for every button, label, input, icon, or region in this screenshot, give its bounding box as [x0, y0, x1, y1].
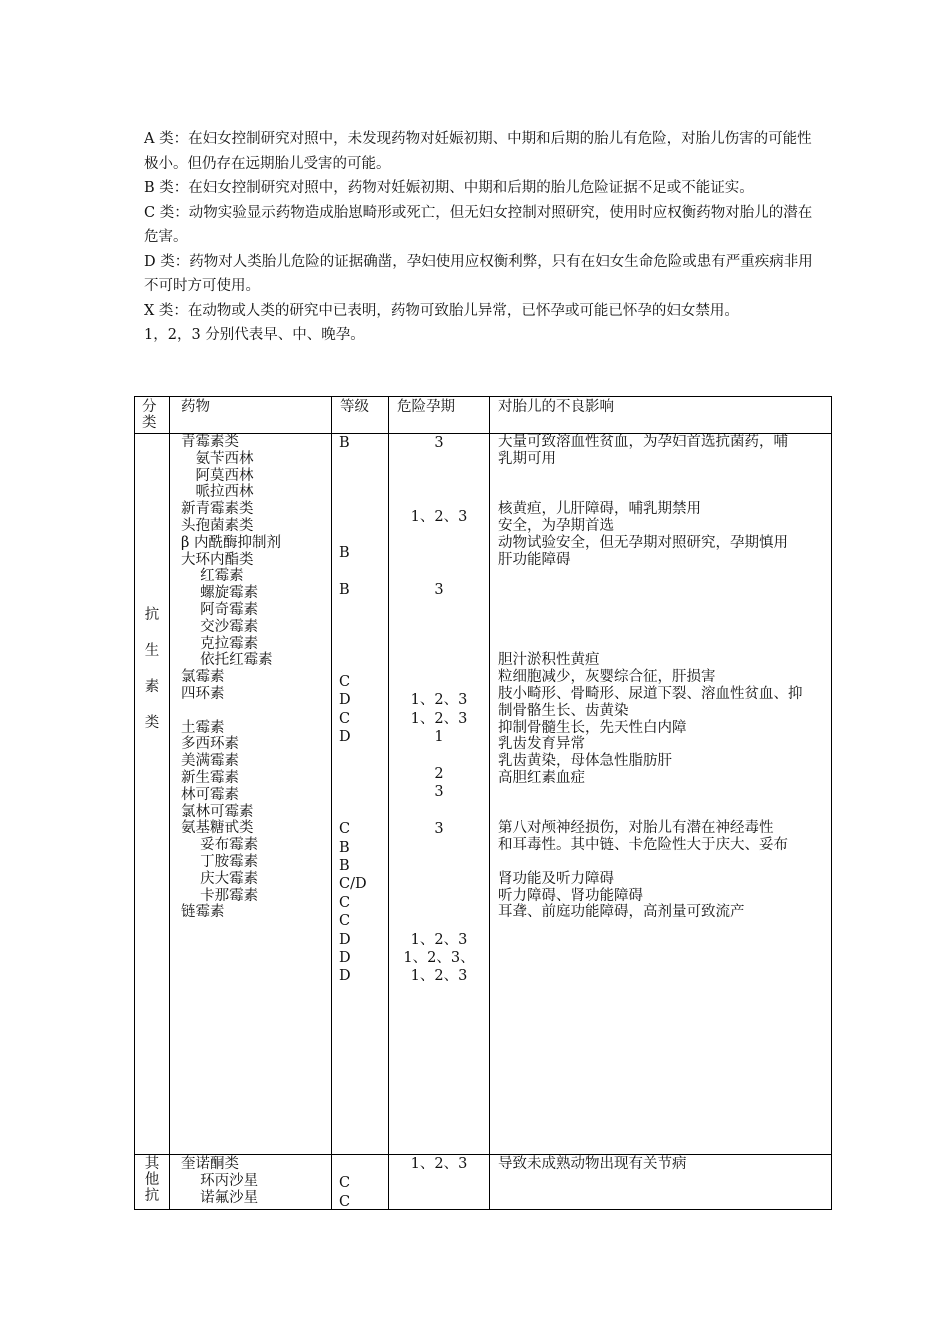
drug-name: 美满霉素	[181, 753, 239, 770]
period-value	[389, 618, 489, 636]
grade-value	[339, 600, 367, 618]
grade-value: B	[339, 435, 350, 451]
header-grade: 等级	[340, 399, 369, 415]
grade-value: D	[339, 949, 351, 966]
period-value	[389, 563, 489, 581]
effect-text	[498, 619, 803, 636]
period-value	[389, 875, 489, 893]
drug-name: 螺旋霉素	[181, 585, 259, 602]
grade-value	[339, 618, 367, 636]
drug-name: 克拉霉素	[181, 635, 259, 652]
effect-text: 核黄疸，儿肝障碍，哺乳期禁用	[498, 501, 701, 518]
grade-value: C	[339, 821, 351, 838]
drug-name: 链霉素	[181, 904, 225, 921]
legend-paragraph: A 类：在妇女控制研究对照中，未发现药物对妊娠初期、中期和后期的胎儿有危险，对胎儿伤害的可能性极小。但仍存在远期胎儿受害的可能。	[144, 131, 812, 172]
period-list	[389, 434, 489, 986]
grade-value: D	[339, 968, 351, 985]
legend-paragraph: D 类：药物对人类胎儿危险的证据确凿，孕妇使用应权衡利弊，只有在妇女生命危险或患有严重疾病非用不可时方可使用。	[144, 253, 813, 294]
effect-text: 第八对颅神经损伤，对胎儿有潜在神经毒性	[498, 820, 774, 837]
drug-name: 依托红霉素	[181, 652, 273, 669]
effect-text: 肾功能及听力障碍	[498, 870, 614, 887]
grade-value: D	[339, 931, 351, 948]
grade-value: B	[339, 545, 350, 562]
drug-name: 红霉素	[181, 568, 244, 585]
drug-name: 氯林可霉素	[181, 803, 254, 820]
grade-value	[339, 802, 367, 820]
grade-value	[339, 452, 367, 470]
effect-text	[498, 636, 803, 653]
effect-text: 粒细胞减少，灰婴综合征，肝损害	[498, 669, 716, 686]
grade-value: C/D	[339, 876, 367, 893]
header-effect: 对胎儿的不良影响	[498, 399, 614, 415]
effect-text: 安全，为孕期首选	[498, 517, 614, 534]
period-value	[389, 894, 489, 912]
period-value: 1、2、3	[410, 710, 468, 727]
grade-value: C	[339, 894, 351, 911]
category-char: 类	[144, 715, 160, 731]
grade-value	[339, 636, 367, 654]
effect-text: 乳齿黄染，母体急性脂肪肝	[498, 753, 672, 770]
grade-value	[339, 1156, 350, 1174]
header-category: 分类	[142, 399, 157, 431]
grade-value: C	[339, 1175, 351, 1192]
col-divider	[331, 397, 332, 1209]
period-value: 1、2、3、	[403, 949, 475, 966]
drug-name: 哌拉西林	[181, 484, 254, 501]
period-value	[389, 673, 489, 691]
effect-text: 乳期可用	[498, 450, 556, 467]
drug-name: 环丙沙星	[181, 1172, 259, 1189]
drug-name	[181, 703, 281, 720]
drug-name: 氨苄西林	[181, 450, 254, 467]
period-value	[389, 857, 489, 875]
category-antibiotics	[135, 597, 169, 741]
effect-text	[498, 468, 803, 485]
period-value: 1、2、3	[410, 692, 468, 709]
period-value: 3	[434, 435, 444, 451]
drug-name: 大环内酯类	[181, 551, 254, 568]
grade-value: B	[339, 857, 350, 874]
grade-value: D	[339, 729, 351, 746]
category-char: 生	[144, 643, 160, 659]
period-value: 3	[434, 821, 444, 838]
drug-name: 氯霉素	[181, 669, 225, 686]
grade-value: B	[339, 582, 350, 599]
grade-value	[339, 655, 367, 673]
col-divider	[169, 397, 170, 1209]
drug-list	[181, 1156, 258, 1206]
drug-name: 阿莫西林	[181, 467, 254, 484]
effect-text: 和耳毒性。其中链、卡危险性大于庆大、妥布	[498, 837, 788, 854]
category-char: 他	[144, 1172, 160, 1188]
grade-value	[339, 783, 367, 801]
drug-name: 土霉素	[181, 719, 225, 736]
drug-name: 诺氟沙星	[181, 1189, 259, 1206]
legend-paragraph: 1，2，3 分别代表早、中、晚孕。	[144, 327, 365, 343]
period-value: 3	[434, 582, 444, 599]
period-value	[389, 452, 489, 470]
header-drug: 药物	[181, 399, 210, 415]
grade-list	[339, 434, 367, 986]
grade-value	[339, 765, 367, 783]
header-period: 危险孕期	[397, 399, 455, 415]
category-char: 抗	[144, 1188, 160, 1204]
period-value	[389, 526, 489, 544]
period-value: 1、2、3	[410, 1156, 468, 1172]
period-value	[389, 912, 489, 930]
effect-text	[498, 484, 803, 501]
effect-text	[498, 854, 803, 871]
period-value	[389, 636, 489, 654]
category-other-antibiotics	[135, 1156, 169, 1204]
period-value	[389, 839, 489, 857]
period-value: 1、2、3	[410, 931, 468, 948]
grade-value: C	[339, 674, 351, 691]
drug-name: 新生霉素	[181, 769, 239, 786]
effect-text	[498, 585, 803, 602]
category-char: 抗	[144, 607, 160, 623]
category-char: 其	[144, 1156, 160, 1172]
legend-paragraph: C 类：动物实验显示药物造成胎崽畸形或死亡，但无妇女控制对照研究，使用时应权衡药物对胎儿的潜在危害。	[144, 204, 813, 245]
effect-text: 胆汁淤积性黄疸	[498, 652, 600, 669]
effect-text: 肢小畸形、骨畸形、尿道下裂、溶血性贫血、抑	[498, 685, 803, 702]
grade-value: B	[339, 839, 350, 856]
grade-list	[339, 1156, 350, 1211]
grade-value: D	[339, 692, 351, 709]
period-value	[389, 471, 489, 489]
row-divider	[135, 1154, 831, 1155]
drug-name: 新青霉素类	[181, 501, 254, 518]
effect-text	[498, 568, 803, 585]
drug-name: β 内酰酶抑制剂	[181, 534, 281, 551]
drug-name: 头孢菌素类	[181, 517, 254, 534]
effect-text: 制骨骼生长、齿黄染	[498, 702, 629, 719]
period-value: 1、2、3	[410, 968, 468, 985]
drug-name: 林可霉素	[181, 786, 239, 803]
effect-text: 耳聋、前庭功能障碍，高剂量可致流产	[498, 904, 745, 921]
grade-value	[339, 526, 367, 544]
period-value	[389, 544, 489, 562]
grade-value	[339, 747, 367, 765]
grade-value: C	[339, 710, 351, 727]
period-value	[389, 600, 489, 618]
drug-name: 妥布霉素	[181, 837, 259, 854]
legend-text	[144, 127, 824, 348]
period-value	[389, 655, 489, 673]
drug-name: 四环素	[181, 685, 225, 702]
col-divider	[489, 397, 490, 1209]
effect-text: 导致未成熟动物出现有关节病	[498, 1156, 687, 1172]
period-value	[389, 747, 489, 765]
effect-text: 听力障碍、肾功能障碍	[498, 887, 643, 904]
grade-value	[339, 471, 367, 489]
effect-text: 大量可致溶血性贫血，为孕妇首选抗菌药，哺	[498, 434, 788, 450]
period-value: 1	[434, 729, 444, 746]
drug-list	[181, 434, 281, 921]
effect-list	[498, 1156, 687, 1173]
drug-risk-table	[134, 396, 832, 1210]
period-value: 3	[434, 784, 444, 801]
drug-name: 阿奇霉素	[181, 601, 259, 618]
drug-name: 庆大霉素	[181, 870, 259, 887]
effect-text	[498, 602, 803, 619]
grade-value	[339, 489, 367, 507]
drug-name: 卡那霉素	[181, 887, 259, 904]
effect-text	[498, 787, 803, 804]
effect-text: 动物试验安全，但无孕期对照研究，孕期慎用	[498, 534, 788, 551]
grade-value	[339, 508, 367, 526]
effect-text: 肝功能障碍	[498, 551, 571, 568]
drug-name: 氨基糖甙类	[181, 820, 254, 837]
grade-value: C	[339, 1193, 351, 1210]
period-list	[389, 1156, 489, 1173]
effect-text: 高胆红素血症	[498, 769, 585, 786]
effect-text	[498, 804, 803, 821]
effect-text: 乳齿发育异常	[498, 736, 585, 753]
drug-name: 奎诺酮类	[181, 1156, 239, 1172]
drug-name: 多西环素	[181, 736, 239, 753]
period-value	[389, 489, 489, 507]
period-value: 2	[434, 766, 444, 783]
drug-name: 交沙霉素	[181, 618, 259, 635]
grade-value: C	[339, 913, 351, 930]
legend-paragraph: X 类：在动物或人类的研究中已表明，药物可致胎儿异常，已怀孕或可能已怀孕的妇女禁用。	[144, 302, 739, 319]
legend-paragraph: B 类：在妇女控制研究对照中，药物对妊娠初期、中期和后期的胎儿危险证据不足或不能证实。	[144, 180, 754, 196]
grade-value	[339, 563, 367, 581]
period-value: 1、2、3	[410, 508, 468, 525]
period-value	[389, 802, 489, 820]
drug-name: 青霉素类	[181, 434, 239, 450]
drug-name: 丁胺霉素	[181, 853, 259, 870]
effect-text: 抑制骨髓生长，先天性白内障	[498, 719, 687, 736]
category-char: 素	[144, 679, 160, 695]
effect-list	[498, 434, 803, 921]
